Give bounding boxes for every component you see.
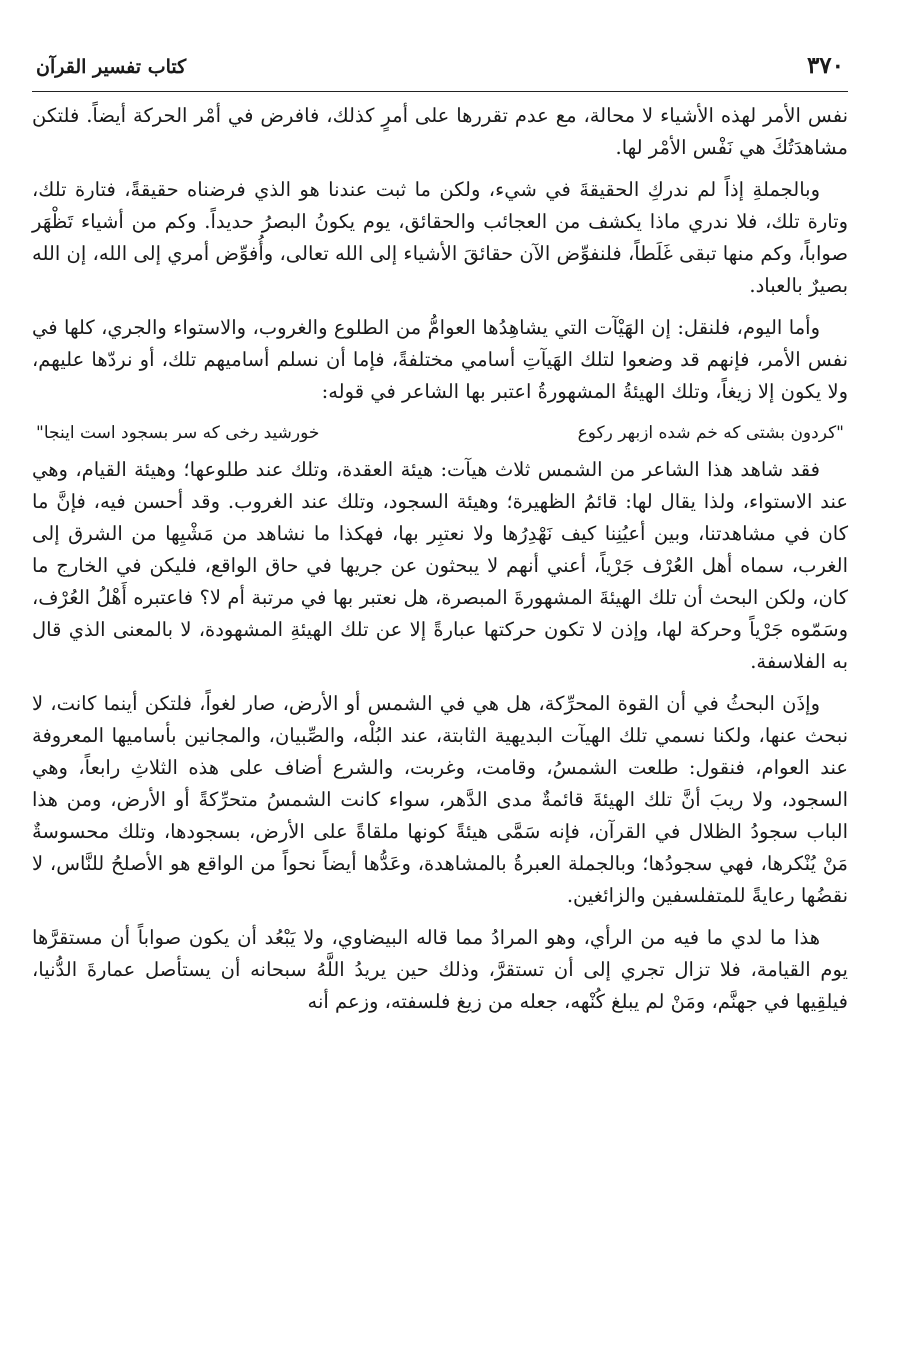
- book-title: كتاب تفسير القرآن: [36, 56, 187, 78]
- verse-hemistich: خورشيد رخى كه سر بسجود است اينجا": [36, 423, 320, 443]
- paragraph: هذا ما لدي ما فيه من الرأي، وهو المرادُ مما قاله البيضاوي، ولا يَبْعُد أن يكون صواباً أن مستقرَّها يوم القيامة، فلا تزال تجري إلى أن تستقرَّ، وذلك حين يريدُ اللَّهُ سبحانه أن يستأصل عمارةَ الدُّنيا، فيلقِيها في جهنَّم، ومَنْ لم يبلغ كُنْهه، جعله من زيغ فلسفته، وزعم أنه: [32, 926, 848, 1013]
- paragraph: فقد شاهد هذا الشاعر من الشمس ثلاث هيآت: هيئة العقدة، وتلك عند طلوعها؛ وهيئة القيام، وهي عند الاستواء، ولذا يقال لها: قائمُ الظهيرة؛ وهيئة السجود، وتلك عند الغروب. وقد أحسن فيه، فإنَّ ما كان في مشاهدتنا، وبين أعيُنِنا كيف نَهْدِرُها ولا نعتبِر بها، فهكذا ما نشاهد من مَشْيِها من الشرق إلى الغرب، سماه أهل العُرْف جَرْياً، أعني أنهم لا يبحثون عن جريها في حاق الواقع، فليكن في الخارج ما كان، ولكن البحث أن تلك الهيئةَ المشهورةَ المبصرة، هل نعتبر بها في مرتبة أم لا؟ فاعتبره أَهْلُ العُرْف، وسَمّوه جَرْياً وحركة لها، وإذن لا تكون حركتها عبارةً إلا عن تلك الهيئةِ المشهودة، لا بالمعنى الذي قال به الفلاسفة.: [32, 458, 848, 673]
- book-page: [32, 52, 848, 1028]
- paragraph: وبالجملةِ إذاً لم ندركِ الحقيقةَ في شيء، ولكن ما ثبت عندنا هو الذي فرضناه حقيقةً، فتارة تلك، وتارة تلك، فلا ندري ماذا يكشف من العجائب والحقائق، يوم يكونُ البصرُ حديداً. وكم من أشياء تَظْهَر صواباً، وكم منها تبقى غَلَطاً، فلنفوِّض الآن حقائقَ الأشياء إلى الله تعالى، وأُفوِّض أمري إلى الله، إن الله بصيرٌ بالعباد.: [32, 178, 848, 297]
- paragraph: وإذَن البحثُ في أن القوة المحرِّكة، هل هي في الشمس أو الأرض، صار لغواً، فلتكن أينما كانت، لا نبحث عنها، ولكنا نسمي تلك الهيآت البديهية الثابتة، عند البُلْه، والصِّبيان، والمجانين بأساميها المعروفة عند العوام، فنقول: طلعت الشمسُ، وقامت، وغربت، والشرع أضاف على هذه الثلاثِ رابعاً، وهي السجود، ولا ريبَ أنَّ تلك الهيئةَ قائمةٌ مدى الدَّهر، سواء كانت الشمسُ متحرِّكةً أو الأرض، ومن هذا الباب سجودُ الظلال في القرآن، فإنه سَمَّى هيئةً كونها ملقاةً على الأرض، بسجودها، وتلك محسوسةٌ مَنْ يُنْكرها، فهي سجودُها؛ وبالجملة العبرةُ بالمشاهدة، وعَدُّها أيضاً نحواً من الواقع هو الأصلحُ للنَّاس، لا نقضُها رعايةً للمتفلسفين والزائغين.: [32, 692, 848, 907]
- poetry-verse: [32, 418, 848, 448]
- verse-hemistich: "كردون بشتى كه خم شده ازبهر ركوع: [577, 423, 844, 443]
- running-header: [32, 52, 848, 92]
- paragraph: وأما اليوم، فلنقل: إن الهَيْآت التي يشاهِدُها العوامُّ من الطلوع والغروب، والاستواء والجري، كلها في نفس الأمر، فإنهم قد وضعوا لتلك الهَيآتِ أسامي مختلفةً، فإما أن نسلم أساميهم تلك، أو نردّها عليهم، ولا يكون إلا زيغاً، وتلك الهيئةُ المشهورةُ اعتبر بها الشاعر في قوله:: [32, 316, 848, 403]
- page-number: ٣٧٠: [806, 52, 844, 79]
- paragraph: نفس الأمر لهذه الأشياء لا محالة، مع عدم تقررها على أمرٍ كذلك، فافرض في أمْر الحركة أيضاً. فلتكن مشاهدَتُكَ هي نَفْس الأمْر لها.: [32, 104, 848, 159]
- body-text: [32, 100, 848, 1018]
